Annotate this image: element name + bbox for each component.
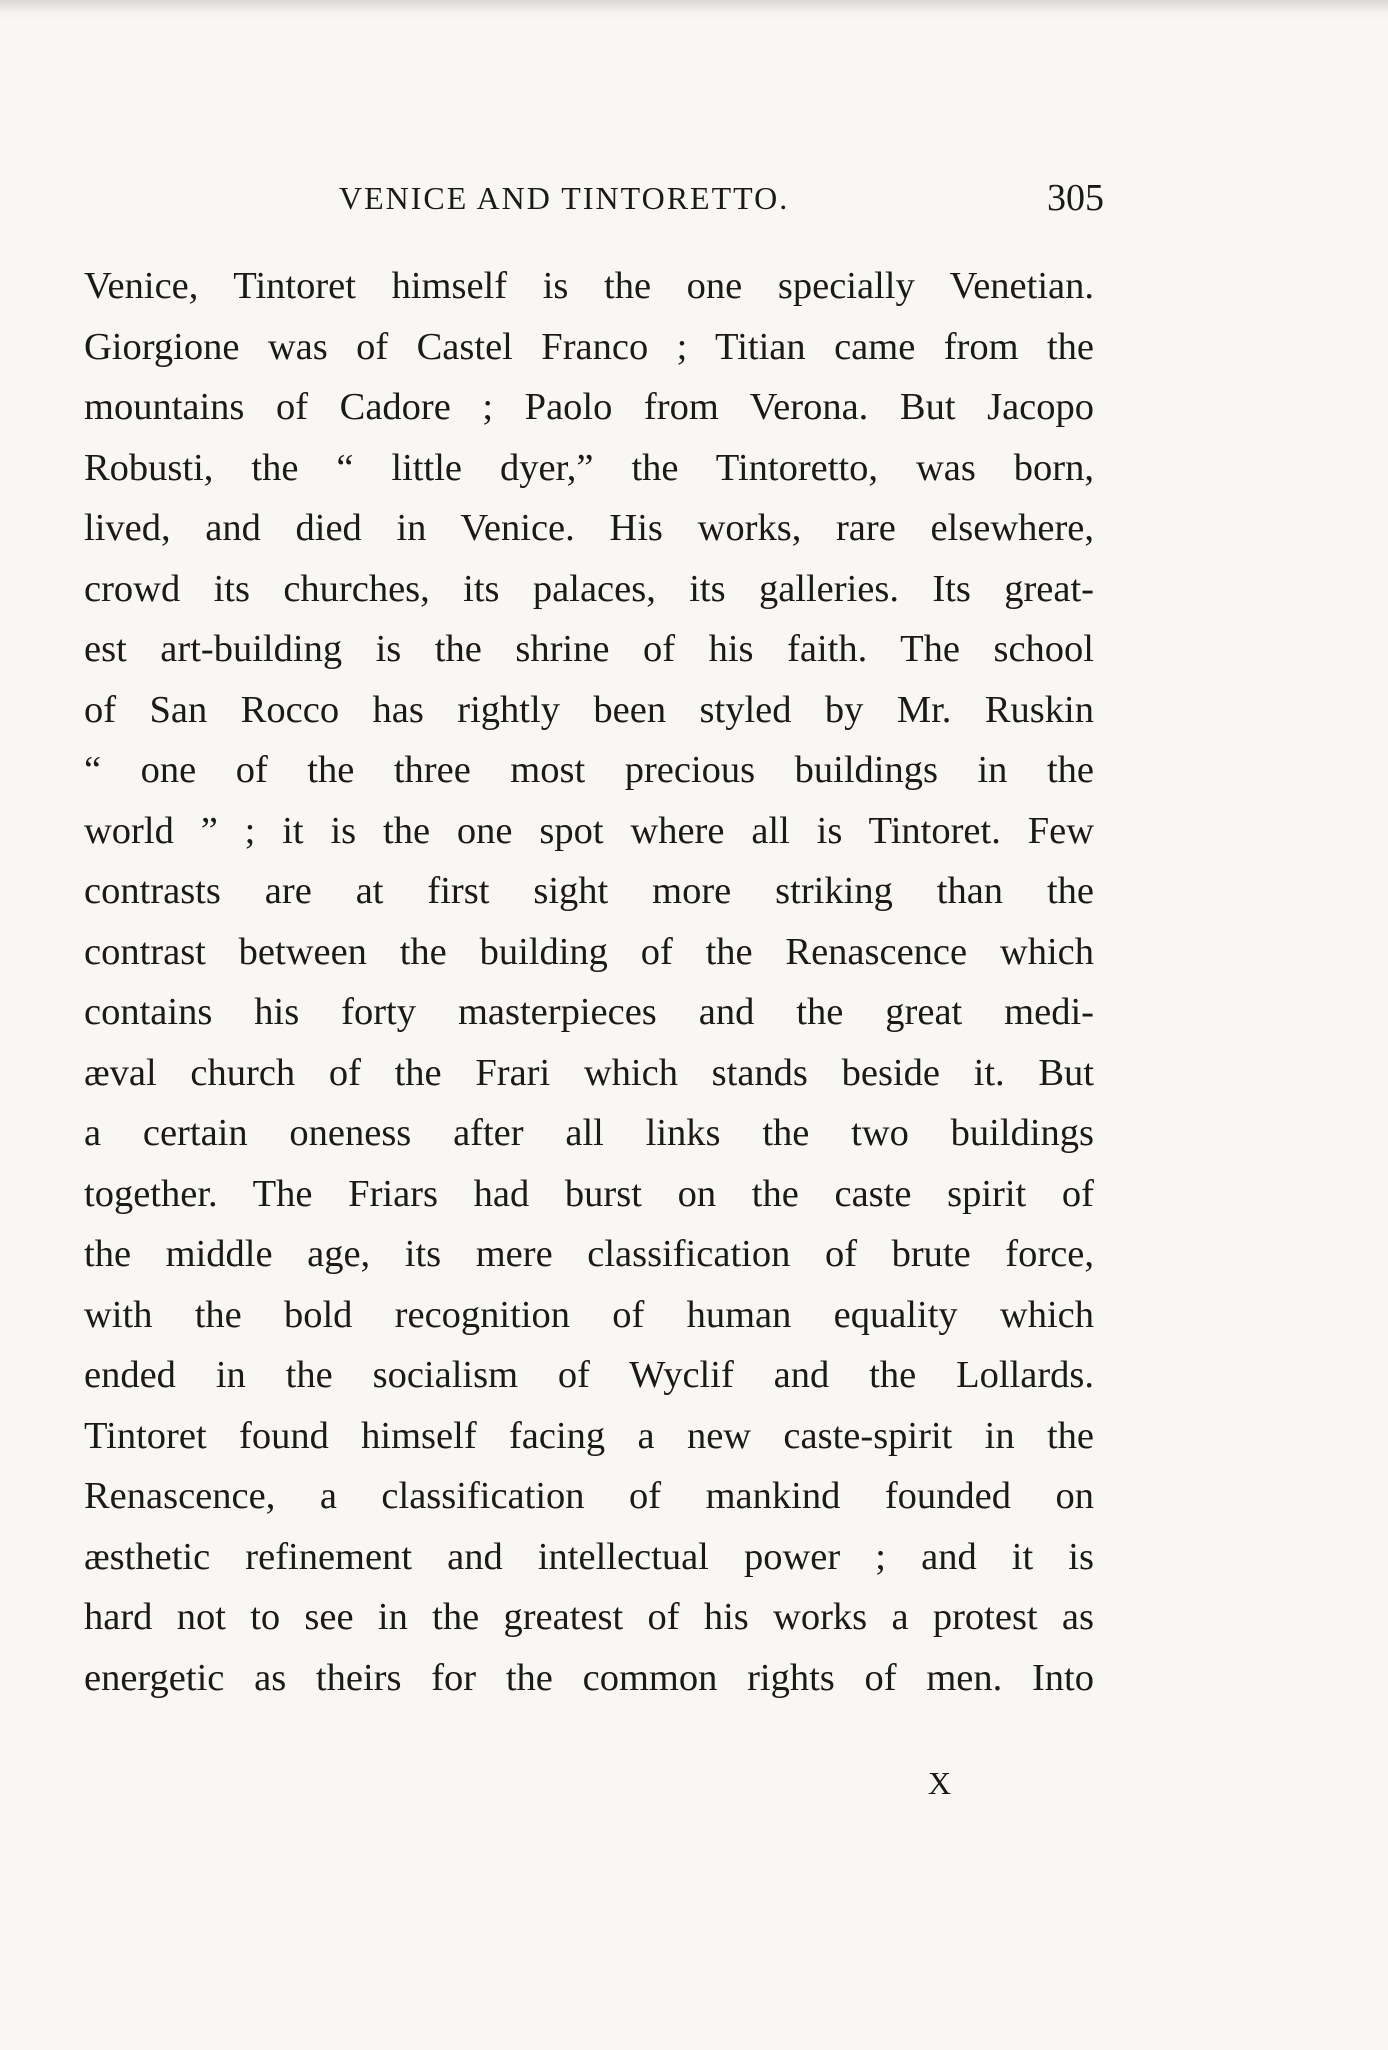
text-line: of San Rocco has rightly been styled by Mr. Ruskin bbox=[84, 688, 1094, 731]
text-line: world ” ; it is the one spot where all is Tintoret. Few bbox=[84, 809, 1094, 852]
signature-mark: X bbox=[928, 1765, 953, 1801]
text-line: a certain oneness after all links the two buildings bbox=[84, 1112, 1094, 1154]
text-line: “ one of the three most precious buildings in the bbox=[84, 749, 1094, 791]
text-line: Giorgione was of Castel Franco ; Titian came from the bbox=[84, 325, 1094, 368]
text-line: with the bold recognition of human equality which bbox=[84, 1293, 1094, 1336]
text-line: Robusti, the “ little dyer,” the Tintoretto, was born, bbox=[84, 446, 1094, 489]
text-line: æval church of the Frari which stands beside it. But bbox=[84, 1051, 1094, 1094]
text-line: the middle age, its mere classification of brute force, bbox=[84, 1233, 1094, 1275]
text-line: contrast between the building of the Renascence which bbox=[84, 930, 1094, 973]
text-line: contains his forty masterpieces and the great medi- bbox=[84, 991, 1094, 1033]
text-line: energetic as theirs for the common rights of men. Into bbox=[84, 1656, 1094, 1699]
text-line: together. The Friars had burst on the caste spirit of bbox=[84, 1172, 1094, 1215]
body-text bbox=[84, 256, 1094, 1708]
page-edge-shadow bbox=[0, 0, 1388, 22]
page-header bbox=[84, 177, 1104, 240]
page-number: 305 bbox=[1047, 177, 1104, 219]
text-line: Renascence, a classification of mankind founded on bbox=[84, 1475, 1094, 1517]
text-line: crowd its churches, its palaces, its galleries. Its great- bbox=[84, 567, 1094, 610]
text-line: Tintoret found himself facing a new caste-spirit in the bbox=[84, 1414, 1094, 1457]
text-line: ended in the socialism of Wyclif and the Lollards. bbox=[84, 1354, 1094, 1396]
text-line: æsthetic refinement and intellectual power ; and it is bbox=[84, 1535, 1094, 1578]
text-line: mountains of Cadore ; Paolo from Verona. But Jacopo bbox=[84, 386, 1094, 428]
running-head: VENICE AND TINTORETTO. bbox=[339, 180, 790, 216]
text-line: hard not to see in the greatest of his works a protest as bbox=[84, 1596, 1094, 1638]
text-line: lived, and died in Venice. His works, rare elsewhere, bbox=[84, 507, 1094, 549]
text-line: est art-building is the shrine of his faith. The school bbox=[84, 628, 1094, 670]
text-line: Venice, Tintoret himself is the one specially Venetian. bbox=[84, 265, 1094, 307]
text-line: contrasts are at first sight more striking than the bbox=[84, 870, 1094, 912]
